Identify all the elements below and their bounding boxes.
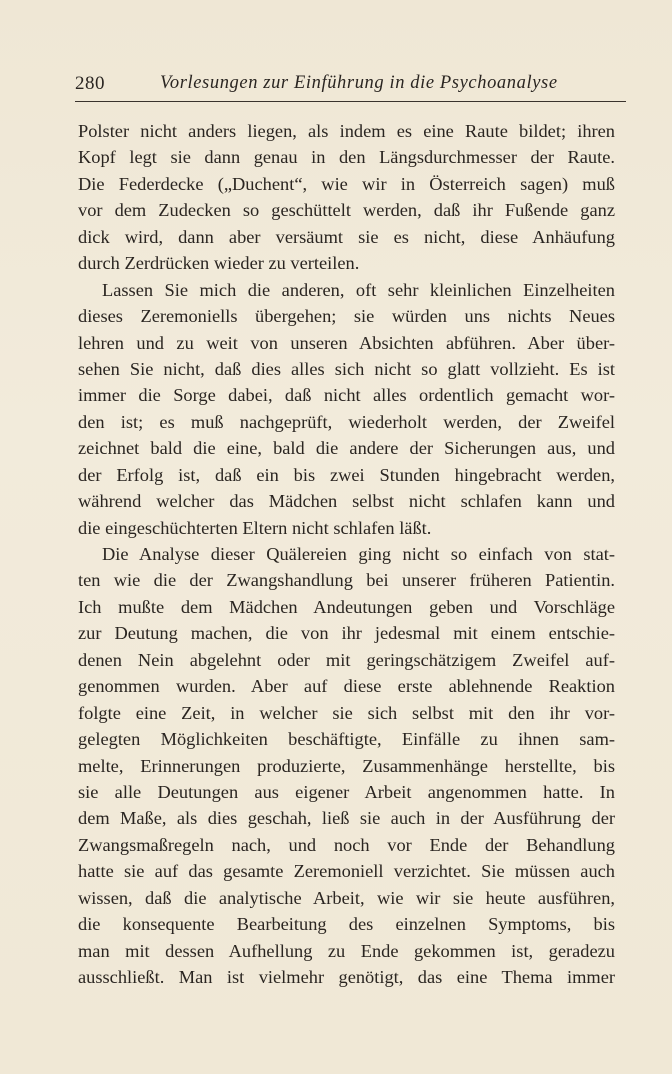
text-line: während welcher das Mädchen selbst nicht schlafen kann und — [78, 491, 615, 512]
text-line: zeichnet bald die eine, bald die andere der Sicherungen aus, und — [78, 438, 615, 459]
text-line: immer die Sorge dabei, daß nicht alles ordentlich gemacht wor- — [78, 385, 615, 406]
text-line: Ich mußte dem Mädchen Andeutungen geben und Vorschläge — [78, 596, 615, 617]
text-line: Polster nicht anders liegen, als indem es eine Raute bildet; ihren — [78, 121, 615, 141]
text-line: ten wie die der Zwangshandlung bei unserer früheren Patientin. — [78, 570, 615, 591]
text-line: durch Zerdrücken wieder zu verteilen. — [78, 253, 360, 274]
page-header — [75, 71, 626, 102]
text-line: dem Maße, als dies geschah, ließ sie auch in der Ausführung der — [78, 808, 615, 829]
text-line: gelegten Möglichkeiten beschäftigte, Einfälle zu ihnen sam- — [78, 729, 615, 750]
text-line: genommen wurden. Aber auf diese erste ablehnende Reaktion — [78, 676, 615, 697]
text-line: dieses Zeremoniells übergehen; sie würden uns nichts Neues — [78, 306, 615, 327]
page-number: 280 — [75, 73, 105, 94]
text-line: ausschließt. Man ist vielmehr genötigt, das eine Thema immer — [78, 967, 615, 987]
text-line: melte, Erinnerungen produzierte, Zusammenhänge herstellte, bis — [78, 755, 615, 776]
text-line: denen Nein abgelehnt oder mit geringschätzigem Zweifel auf- — [78, 649, 615, 670]
running-title: Vorlesungen zur Einführung in die Psychoanalyse — [160, 73, 558, 93]
text-line: den ist; es muß nachgeprüft, wiederholt werden, der Zweifel — [78, 411, 615, 432]
body-text — [78, 118, 615, 990]
text-line: hatte sie auf das gesamte Zeremoniell verzichtet. Sie müssen auch — [78, 861, 615, 882]
text-line: sie alle Deutungen aus eigener Arbeit angenommen hatte. In — [78, 781, 615, 802]
text-line: Zwangsmaßregeln nach, und noch vor Ende der Behandlung — [78, 834, 615, 855]
text-line: wissen, daß die analytische Arbeit, wie wir sie heute ausführen, — [78, 887, 615, 908]
text-line: Die Federdecke („Duchent“, wie wir in Österreich sagen) muß — [78, 173, 615, 194]
text-line: dick wird, dann aber versäumt sie es nicht, diese Anhäufung — [78, 226, 615, 247]
text-line: die eingeschüchterten Eltern nicht schlafen läßt. — [78, 517, 432, 538]
text-line: folgte eine Zeit, in welcher sie sich selbst mit den ihr vor- — [78, 702, 615, 723]
text-line: lehren und zu weit von unseren Absichten abführen. Aber über- — [78, 332, 615, 353]
text-line: Lassen Sie mich die anderen, oft sehr kleinlichen Einzelheiten — [102, 279, 615, 300]
text-line: Kopf legt sie dann genau in den Längsdurchmesser der Raute. — [78, 147, 615, 168]
text-line: man mit dessen Aufhellung zu Ende gekommen ist, geradezu — [78, 940, 615, 961]
text-line: Die Analyse dieser Quälereien ging nicht so einfach von stat- — [102, 544, 615, 564]
text-line: zur Deutung machen, die von ihr jedesmal mit einem entschie- — [78, 623, 615, 644]
text-line: sehen Sie nicht, daß dies alles sich nicht so glatt vollzieht. Es ist — [78, 358, 615, 379]
text-line: vor dem Zudecken so geschüttelt werden, daß ihr Fußende ganz — [78, 200, 615, 221]
text-line: der Erfolg ist, daß ein bis zwei Stunden hingebracht werden, — [78, 464, 615, 485]
text-line: die konsequente Bearbeitung des einzelnen Symptoms, bis — [78, 914, 615, 935]
